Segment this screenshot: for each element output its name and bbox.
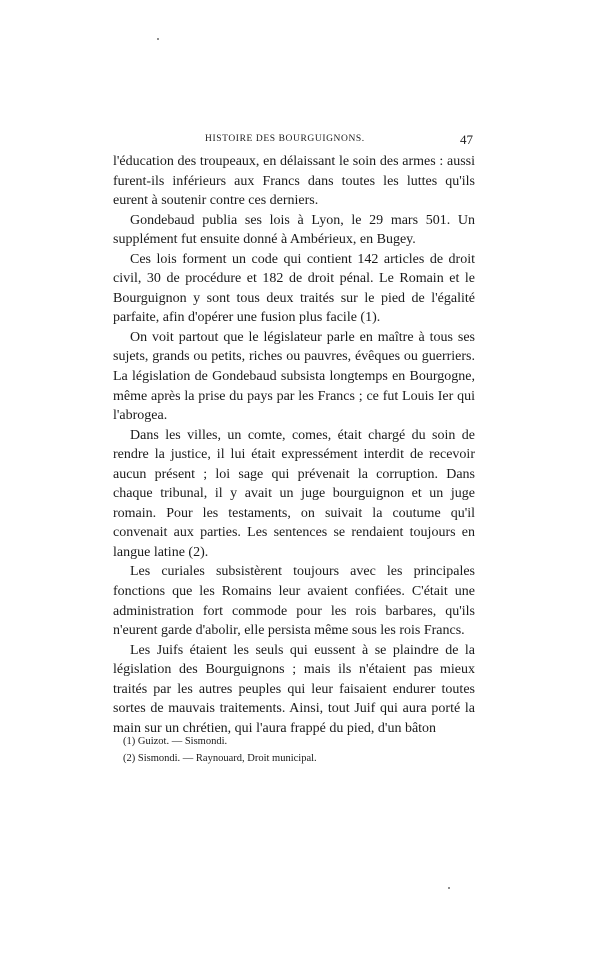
paragraph: Les curiales subsistèrent toujours avec les principales fonctions que les Romains leur avaient confiées. C'était une administration fort commode pour les rois barbares, qu'ils n'eurent garde d'abolir, elle persista même sous les rois Francs. xyxy=(113,564,475,639)
footnote: (2) Sismondi. — Raynouard, Droit municipal. xyxy=(123,753,317,764)
footnote: (1) Guizot. — Sismondi. xyxy=(123,736,228,747)
paragraph: Ces lois forment un code qui contient 142 articles de droit civil, 30 de procédure et 182 de droit pénal. Le Romain et le Bourguignon y sont tous deux traités sur le pied de l'égalité parfaite, afin d'opérer une fusion plus facile (1). xyxy=(113,251,475,326)
running-title: HISTOIRE DES BOURGUIGNONS. xyxy=(205,134,365,144)
running-header xyxy=(113,134,473,150)
body-text xyxy=(113,152,475,738)
paragraph: Gondebaud publia ses lois à Lyon, le 29 mars 501. Un supplément fut ensuite donné à Ambérieux, en Bugey. xyxy=(113,212,475,248)
paragraph: Les Juifs étaient les seuls qui eussent à se plaindre de la législation des Bourguignons ; mais ils n'étaient pas mieux traités par les autres peuples qui leur faisaient endurer toutes sortes de mauvais traitements. Ainsi, tout Juif qui aura porté la main sur un chrétien, qui l'aura frappé du pied, d'un bâton xyxy=(113,642,475,736)
footnotes xyxy=(123,733,463,767)
paragraph: Dans les villes, un comte, comes, était chargé du soin de rendre la justice, il lui était expressément interdit de recevoir aucun présent ; loi sage qui prévenait la corruption. Dans chaque tribunal, il y avait un juge bourguignon et un juge romain. Pour les testaments, on suivait la coutume qu'il convenait aux parties. Les sentences se rendaient toujours en langue latine (2). xyxy=(113,427,475,560)
page-number: 47 xyxy=(460,132,473,147)
paragraph: On voit partout que le législateur parle en maître à tous ses sujets, grands ou petits, riches ou pauvres, évêques ou guerriers. La législation de Gondebaud subsista longtemps en Bourgogne, même après la prise du pays par les Francs ; ce fut Louis Ier qui l'abrogea. xyxy=(113,329,475,424)
paragraph: l'éducation des troupeaux, en délaissant le soin des armes : aussi furent-ils inférieurs aux Francs dans toutes les luttes qu'ils eurent à soutenir contre ces derniers. xyxy=(113,154,475,209)
